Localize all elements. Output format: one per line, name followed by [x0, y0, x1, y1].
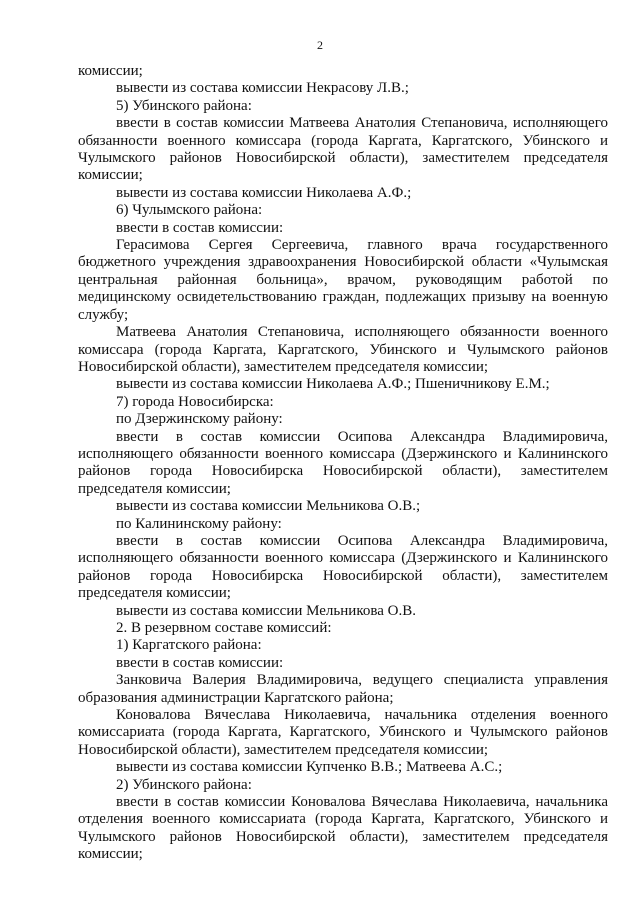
- document-body: [78, 63, 608, 864]
- document-paragraph: Коновалова Вячеслава Николаевича, начальника отделения военного комиссариата (города Каргата, Каргатского, Убинского и Чулымского районов Новосибирской области), заместителем председателя комиссии;: [78, 707, 608, 758]
- page-number: 2: [317, 38, 323, 52]
- document-paragraph: 1) Каргатского района:: [116, 637, 262, 654]
- document-paragraph: 7) города Новосибирска:: [116, 393, 274, 410]
- document-paragraph: ввести в состав комиссии:: [116, 219, 284, 236]
- document-paragraph: по Калининскому району:: [116, 515, 282, 532]
- document-paragraph: по Дзержинскому району:: [116, 411, 283, 428]
- document-paragraph: Матвеева Анатолия Степановича, исполняющего обязанности военного комиссара (города Каргата, Каргатского, Убинского и Чулымского районов Новосибирской области), заместителем председателя комиссии;: [78, 324, 608, 375]
- document-paragraph: вывести из состава комиссии Мельникова О.В.: [116, 602, 416, 619]
- document-paragraph: 2) Убинского района:: [116, 776, 252, 793]
- document-paragraph: вывести из состава комиссии Николаева А.Ф.; Пшеничникову Е.М.;: [116, 376, 550, 393]
- document-paragraph: ввести в состав комиссии Коновалова Вячеслава Николаевича, начальника отделения военного комиссариата (города Каргата, Каргатского, Убинского и Чулымского районов Новосибирской области), заместителем председателя комиссии;: [78, 794, 608, 863]
- document-paragraph: вывести из состава комиссии Николаева А.Ф.;: [116, 184, 412, 201]
- document-paragraph: Занковича Валерия Владимировича, ведущего специалиста управления образования администрации Каргатского района;: [78, 672, 608, 706]
- document-paragraph: вывести из состава комиссии Купченко В.В.; Матвеева А.С.;: [116, 759, 503, 776]
- document-paragraph: ввести в состав комиссии:: [116, 654, 284, 671]
- document-paragraph: 2. В резервном составе комиссий:: [116, 620, 332, 636]
- document-paragraph: ввести в состав комиссии Осипова Александра Владимировича, исполняющего обязанности военного комиссара (Дзержинского и Калининского районов города Новосибирска Новосибирской области), заместителем председателя комиссии;: [78, 532, 608, 602]
- document-paragraph: Герасимова Сергея Сергеевича, главного врача государственного бюджетного учреждения здравоохранения Новосибирской области «Чулымская центральная районная больница», врачом, руководящим работой по медицинскому освидетельствованию граждан, подлежащих призыву на военную службу;: [78, 237, 608, 323]
- document-paragraph: ввести в состав комиссии Осипова Александра Владимировича, исполняющего обязанности военного комиссара (Дзержинского и Калининского районов города Новосибирска Новосибирской области), заместителем председателя комиссии;: [78, 428, 608, 497]
- document-paragraph: вывести из состава комиссии Некрасову Л.В.;: [116, 80, 409, 97]
- document-paragraph: 5) Убинского района:: [116, 97, 252, 114]
- document-paragraph: вывести из состава комиссии Мельникова О.В.;: [116, 498, 421, 515]
- document-paragraph: ввести в состав комиссии Матвеева Анатолия Степановича, исполняющего обязанности военного комиссара (города Каргата, Каргатского, Убинского и Чулымского районов Новосибирской области), заместителем председателя комиссии;: [78, 115, 608, 184]
- document-paragraph: комиссии;: [78, 63, 143, 79]
- document-paragraph: 6) Чулымского района:: [116, 202, 263, 219]
